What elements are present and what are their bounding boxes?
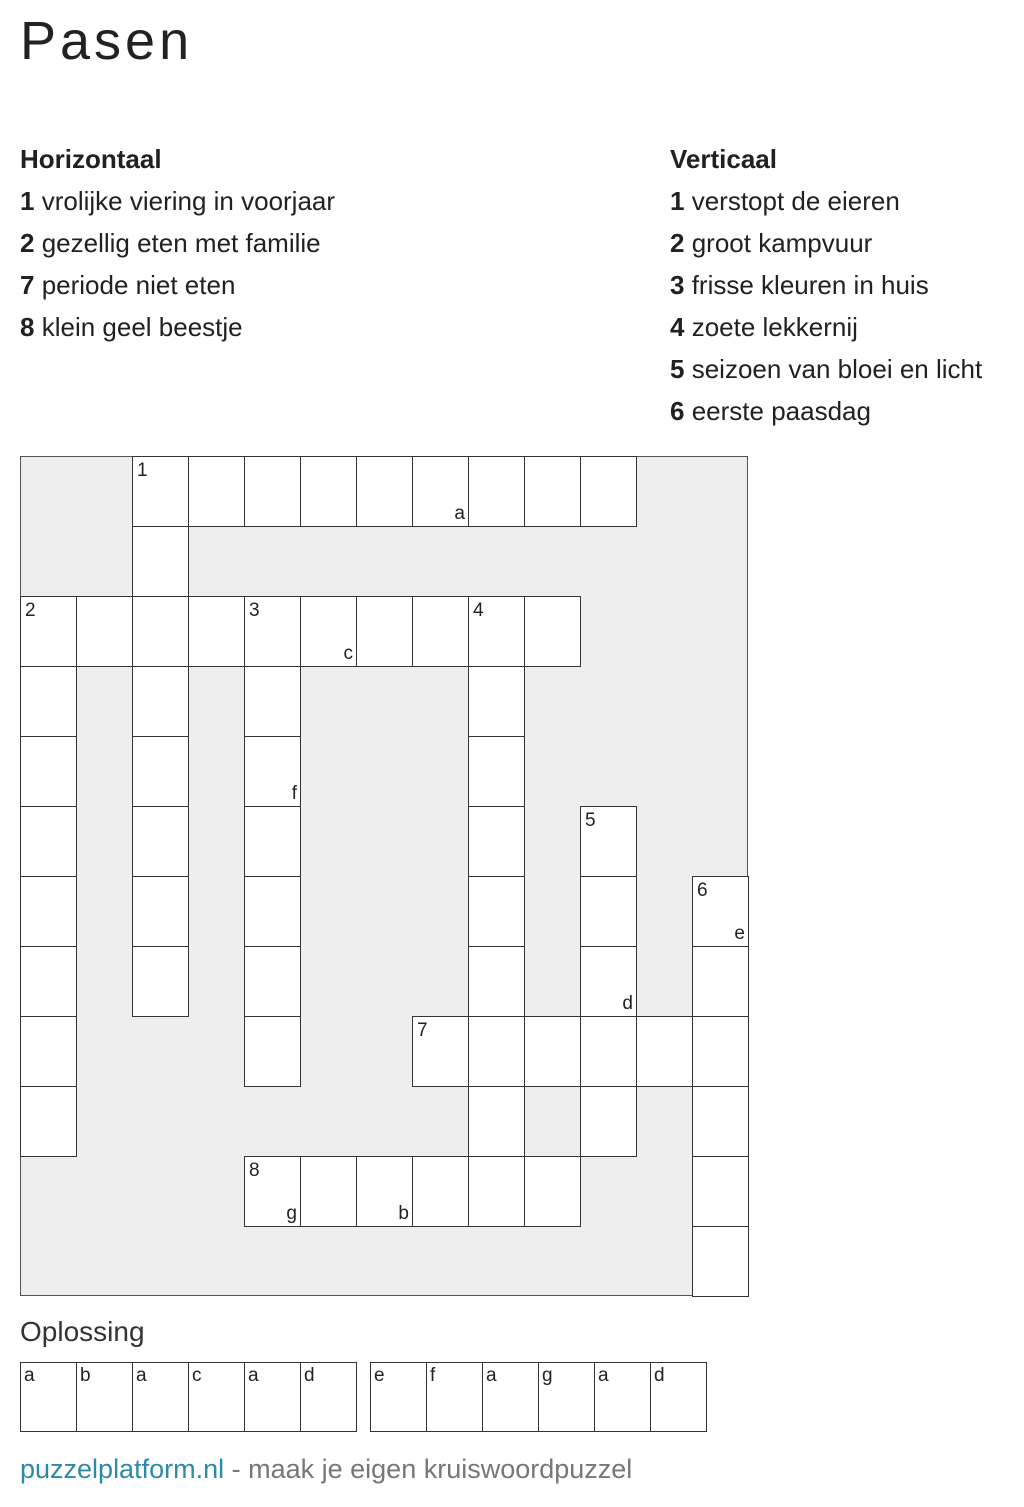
cell-number: 3: [249, 600, 260, 621]
clue-text: gezellig eten met familie: [41, 228, 321, 258]
grid-cell[interactable]: [244, 1016, 301, 1087]
grid-cell[interactable]: [132, 526, 189, 597]
cell-number: 4: [473, 600, 484, 621]
clue-vertical-6: [670, 390, 982, 432]
cell-number: 1: [137, 460, 148, 481]
horizontal-heading: Horizontaal: [20, 144, 162, 174]
grid-cell[interactable]: [132, 876, 189, 947]
page-title: Pasen: [20, 11, 194, 71]
solution-cell[interactable]: [426, 1362, 483, 1432]
clue-vertical-4: [670, 306, 982, 348]
solution-cell[interactable]: [188, 1362, 245, 1432]
grid-cell[interactable]: [580, 1086, 637, 1157]
cell-number: 6: [697, 880, 708, 901]
grid-cell[interactable]: [244, 806, 301, 877]
solution-cell[interactable]: [370, 1362, 427, 1432]
vertical-clues: [670, 138, 982, 432]
clue-vertical-2: [670, 222, 982, 264]
grid-cell[interactable]: [468, 456, 525, 527]
solution-letter: a: [136, 1365, 147, 1386]
grid-cell[interactable]: [412, 596, 469, 667]
grid-cell[interactable]: [412, 1156, 469, 1227]
grid-cell[interactable]: [20, 876, 77, 947]
grid-cell[interactable]: [20, 1086, 77, 1157]
grid-cell[interactable]: [132, 666, 189, 737]
grid-cell[interactable]: [300, 596, 357, 667]
grid-cell[interactable]: [132, 806, 189, 877]
grid-cell[interactable]: [692, 1016, 749, 1087]
grid-cell[interactable]: [244, 736, 301, 807]
grid-cell[interactable]: [356, 456, 413, 527]
solution-cell[interactable]: [300, 1362, 357, 1432]
solution-letter: d: [304, 1365, 315, 1386]
crossword-grid: [20, 456, 748, 1296]
solution-cell[interactable]: [132, 1362, 189, 1432]
solution-marker: f: [291, 783, 297, 804]
grid-cell[interactable]: [580, 876, 637, 947]
grid-cell[interactable]: [692, 1226, 749, 1297]
clue-horizontal-1: [20, 180, 335, 222]
grid-cell[interactable]: [692, 1086, 749, 1157]
grid-cell[interactable]: [692, 876, 749, 947]
clue-text: zoete lekkernij: [691, 312, 858, 342]
grid-cell[interactable]: [300, 1156, 357, 1227]
grid-cell[interactable]: [636, 1016, 693, 1087]
solution-letter: g: [542, 1365, 553, 1386]
vertical-heading: Verticaal: [670, 144, 777, 174]
grid-cell[interactable]: [692, 1156, 749, 1227]
grid-cell[interactable]: [524, 596, 581, 667]
solution-cell[interactable]: [538, 1362, 595, 1432]
grid-cell[interactable]: [524, 456, 581, 527]
grid-cell[interactable]: [188, 596, 245, 667]
grid-cell[interactable]: [188, 456, 245, 527]
grid-cell[interactable]: [580, 806, 637, 877]
grid-cell[interactable]: [468, 666, 525, 737]
grid-cell[interactable]: [244, 946, 301, 1017]
solution-letter: a: [248, 1365, 259, 1386]
solution-letter: d: [654, 1365, 665, 1386]
grid-cell[interactable]: [468, 806, 525, 877]
solution-marker: g: [286, 1203, 297, 1224]
grid-cell[interactable]: [468, 596, 525, 667]
clue-text: verstopt de eieren: [691, 186, 900, 216]
clue-vertical-3: [670, 264, 982, 306]
clue-number: 2: [670, 228, 685, 258]
solution-marker: b: [398, 1203, 409, 1224]
clue-horizontal-2: [20, 222, 335, 264]
clue-number: 1: [20, 186, 35, 216]
solution-letter: b: [80, 1365, 91, 1386]
clue-text: seizoen van bloei en licht: [691, 354, 983, 384]
grid-cell[interactable]: [468, 1156, 525, 1227]
cell-number: 2: [25, 600, 36, 621]
solution-cell[interactable]: [594, 1362, 651, 1432]
solution-cell[interactable]: [482, 1362, 539, 1432]
solution-letter: a: [598, 1365, 609, 1386]
grid-cell[interactable]: [20, 946, 77, 1017]
grid-cell[interactable]: [580, 946, 637, 1017]
grid-cell[interactable]: [132, 946, 189, 1017]
clue-text: eerste paasdag: [691, 396, 871, 426]
clue-text: periode niet eten: [41, 270, 236, 300]
clue-vertical-1: [670, 180, 982, 222]
cell-number: 8: [249, 1160, 260, 1181]
clue-number: 7: [20, 270, 35, 300]
grid-cell[interactable]: [468, 1016, 525, 1087]
solution-cell[interactable]: [244, 1362, 301, 1432]
clue-text: frisse kleuren in huis: [691, 270, 929, 300]
clue-number: 8: [20, 312, 35, 342]
grid-cell[interactable]: [20, 596, 77, 667]
solution-cell[interactable]: [20, 1362, 77, 1432]
solution-marker: a: [454, 503, 465, 524]
clue-number: 6: [670, 396, 685, 426]
footer: [20, 1454, 632, 1485]
grid-cell[interactable]: [20, 666, 77, 737]
grid-cell[interactable]: [412, 1016, 469, 1087]
grid-cell[interactable]: [244, 1156, 301, 1227]
grid-cell[interactable]: [580, 1016, 637, 1087]
horizontal-clues: [20, 138, 335, 348]
solution-letter: c: [192, 1365, 202, 1386]
grid-cell[interactable]: [244, 666, 301, 737]
clue-text: vrolijke viering in voorjaar: [41, 186, 336, 216]
footer-tagline: - maak je eigen kruiswoordpuzzel: [224, 1454, 633, 1484]
grid-cell[interactable]: [244, 456, 301, 527]
solution-letter: a: [486, 1365, 497, 1386]
clue-number: 5: [670, 354, 685, 384]
grid-cell[interactable]: [468, 1086, 525, 1157]
grid-cell[interactable]: [468, 736, 525, 807]
grid-cell[interactable]: [300, 456, 357, 527]
solution-marker: d: [622, 993, 633, 1014]
grid-cell[interactable]: [580, 456, 637, 527]
cell-number: 7: [417, 1020, 428, 1041]
grid-cell[interactable]: [356, 596, 413, 667]
clue-horizontal-8: [20, 306, 335, 348]
solution-cell[interactable]: [650, 1362, 707, 1432]
solution-letter: f: [430, 1365, 436, 1386]
grid-cell[interactable]: [356, 1156, 413, 1227]
grid-cell[interactable]: [132, 456, 189, 527]
clue-number: 1: [670, 186, 685, 216]
grid-cell[interactable]: [76, 596, 133, 667]
solution-letter: a: [24, 1365, 35, 1386]
grid-cell[interactable]: [20, 736, 77, 807]
solution-letter: e: [374, 1365, 385, 1386]
grid-cell[interactable]: [524, 1016, 581, 1087]
grid-cell[interactable]: [20, 806, 77, 877]
clue-number: 4: [670, 312, 685, 342]
cell-number: 5: [585, 810, 596, 831]
clue-number: 3: [670, 270, 685, 300]
grid-cell[interactable]: [244, 876, 301, 947]
clue-text: groot kampvuur: [691, 228, 873, 258]
clue-number: 2: [20, 228, 35, 258]
solution-marker: e: [734, 923, 745, 944]
grid-cell[interactable]: [524, 1156, 581, 1227]
grid-cell[interactable]: [468, 946, 525, 1017]
grid-cell[interactable]: [132, 736, 189, 807]
grid-cell[interactable]: [412, 456, 469, 527]
solution-marker: c: [343, 643, 353, 664]
clue-horizontal-7: [20, 264, 335, 306]
clue-vertical-5: [670, 348, 982, 390]
grid-cell[interactable]: [244, 596, 301, 667]
solution-heading: Oplossing: [20, 1316, 145, 1347]
solution-cell[interactable]: [76, 1362, 133, 1432]
grid-cell[interactable]: [692, 946, 749, 1017]
grid-cell[interactable]: [20, 1016, 77, 1087]
grid-cell[interactable]: [468, 876, 525, 947]
puzzelplatform-link[interactable]: puzzelplatform.nl: [20, 1454, 225, 1484]
clue-text: klein geel beestje: [41, 312, 243, 342]
grid-cell[interactable]: [132, 596, 189, 667]
